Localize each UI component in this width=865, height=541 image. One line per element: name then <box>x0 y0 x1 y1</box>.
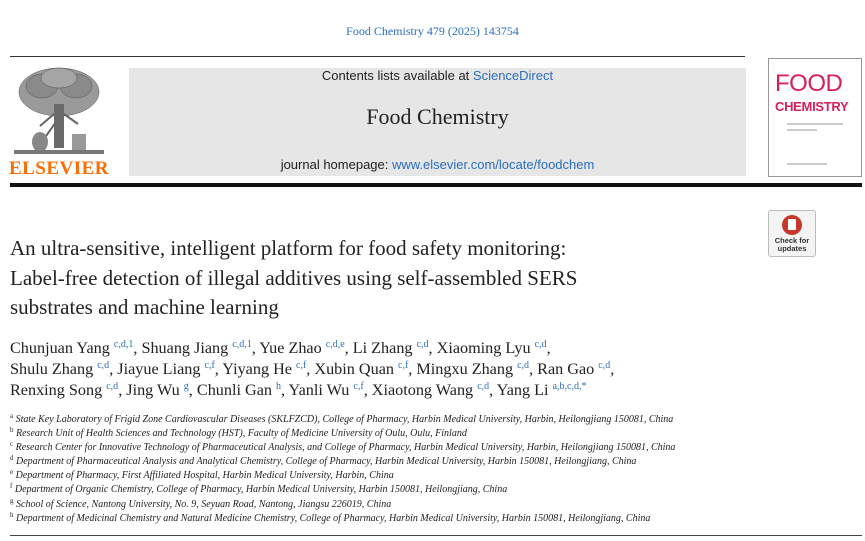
author-affiliation-marker[interactable]: c,d <box>106 380 119 392</box>
masthead-rule <box>10 183 862 187</box>
author-affiliation-marker[interactable]: c,d <box>97 359 110 371</box>
affiliation-text: Research Unit of Health Sciences and Technology (HST), Faculty of Medicine University of Oulu, Oulu, Finland <box>13 428 467 440</box>
author-affiliation-marker[interactable]: c,d,e <box>325 339 345 350</box>
affiliation-text: Department of Organic Chemistry, College of Pharmacy, Harbin Medical University, Harbin 150081, Heilongjiang, China <box>12 484 508 496</box>
affiliation-key: e <box>10 468 14 477</box>
author-affiliation-marker[interactable]: c,d <box>416 339 429 350</box>
author-name[interactable]: Li Zhang <box>352 339 413 357</box>
author-list <box>10 338 855 400</box>
author-affiliation-marker[interactable]: h <box>276 380 282 392</box>
author-name[interactable]: Yang Li <box>496 380 549 399</box>
author-name[interactable]: Jing Wu <box>126 380 180 399</box>
author-name[interactable]: Jiayue Liang <box>117 359 201 378</box>
author-affiliation-marker[interactable]: g <box>183 380 189 392</box>
author-affiliation-marker[interactable]: c,f <box>204 359 215 371</box>
affiliation-key: c <box>10 440 14 449</box>
affiliation-text: Research Center for Innovative Technology of Pharmaceutical Analysis, and College of Pharmacy, Harbin Medical University, Harbin, Heilongjiang 150081, China <box>13 442 676 454</box>
author-name[interactable]: Yue Zhao <box>259 339 322 357</box>
check-updates-label: Check for updates <box>774 236 810 253</box>
affiliation-list <box>10 413 855 526</box>
article-title: An ultra-sensitive, intelligent platform for food safety monitoring: Label-free detection of illegal additives using self-assembled SERS substrates and machine learning <box>10 236 578 319</box>
author-name[interactable]: Chunli Gan <box>196 380 272 399</box>
elsevier-logo[interactable] <box>8 62 110 180</box>
cover-title-food: FOOD <box>775 70 843 97</box>
author-name[interactable]: Shuang Jiang <box>141 339 229 357</box>
affiliation-item <box>10 512 855 526</box>
check-for-updates-button[interactable] <box>768 210 816 257</box>
contents-line <box>129 68 746 83</box>
affiliation-key: h <box>10 510 14 519</box>
homepage-link[interactable]: www.elsevier.com/locate/foodchem <box>392 157 595 172</box>
bookmark-icon <box>782 215 802 235</box>
affiliation-item <box>10 455 855 469</box>
elsevier-wordmark: ELSEVIER <box>8 158 110 179</box>
journal-banner <box>129 68 746 176</box>
cover-decoration <box>787 123 843 125</box>
affiliation-text: School of Science, Nantong University, No. 9, Seyuan Road, Nantong, Jiangsu 226019, China <box>13 498 392 510</box>
cover-title-chemistry: CHEMISTRY <box>775 99 849 114</box>
elsevier-tree-icon <box>12 64 106 158</box>
cover-decoration <box>787 163 827 165</box>
affiliation-text: Department of Pharmacy, First Affiliated Hospital, Harbin Medical University, Harbin, China <box>13 470 394 482</box>
author-affiliation-marker[interactable]: c,f <box>398 359 409 371</box>
author-line: Shulu Zhang $^{c,d}$, Jiayue Liang $^{c,f}$, Yiyang He $^{c,f}$, Xubin Quan $^{c,f}$, Mingxu Zhang $^{c,d}$, Ran Gao $^{c,d}$, <box>10 359 615 378</box>
affiliation-key: a <box>10 412 14 420</box>
homepage-prefix: journal homepage: <box>280 157 392 172</box>
homepage-line <box>129 157 746 172</box>
author-line: Renxing Song $^{c,d}$, Jing Wu $^g$, Chunli Gan $^h$, Yanli Wu $^{c,f}$, Xiaotong Wang $^{c,d}$, Yang Li $^{a,b,c,d,*}$ <box>10 380 587 399</box>
contents-prefix: Contents lists available at <box>321 68 473 83</box>
author-affiliation-marker[interactable]: c,f <box>296 359 307 371</box>
author-affiliation-marker[interactable]: c,d <box>477 380 490 392</box>
author-name[interactable]: Yanli Wu <box>288 380 350 399</box>
author-affiliation-marker[interactable]: c,d <box>534 339 547 350</box>
affiliation-key: g <box>10 496 14 505</box>
author-affiliation-marker[interactable]: c,d,1 <box>113 339 134 350</box>
header-rule <box>10 56 745 57</box>
author-line: Chunjuan Yang $^{c,d,1}$, Shuang Jiang $^{c,d,1}$, Yue Zhao $^{c,d,e}$, Li Zhang $^{c,d}$, Xiaoming Lyu $^{c,d}$, <box>10 339 551 357</box>
affiliation-key: d <box>10 454 14 463</box>
author-affiliation-marker[interactable]: c,f <box>353 380 364 392</box>
author-affiliation-marker[interactable]: a,b,c,d,* <box>552 380 587 392</box>
author-affiliation-marker[interactable]: c,d <box>517 359 530 371</box>
affiliation-text: Department of Medicinal Chemistry and Natural Medicine Chemistry, College of Pharmacy, Harbin Medical University, Harbin 150081, Heilongjiang, China <box>13 512 651 524</box>
affiliation-text: Department of Pharmaceutical Analysis and Analytical Chemistry, College of Pharmacy, Harbin Medical University, Harbin 150081, Heilongjiang, China <box>13 456 637 468</box>
footer-rule <box>10 535 862 536</box>
affiliation-item <box>10 469 855 483</box>
author-name[interactable]: Xubin Quan <box>314 359 394 378</box>
affiliation-text: State Key Laboratory of Frigid Zone Cardiovascular Diseases (SKLFZCD), College of Pharmacy, Harbin Medical University, Harbin, Heilongjiang 150081, China <box>13 414 674 425</box>
author-name[interactable]: Ran Gao <box>537 359 595 378</box>
author-name[interactable]: Chunjuan Yang <box>10 339 110 357</box>
author-name[interactable]: Renxing Song <box>10 380 103 399</box>
affiliation-item <box>10 427 855 441</box>
journal-cover[interactable] <box>768 58 862 177</box>
cover-decoration <box>787 129 817 131</box>
journal-title[interactable]: Food Chemistry <box>366 104 509 129</box>
affiliation-key: f <box>10 482 13 491</box>
author-name[interactable]: Xiaoming Lyu <box>436 339 531 357</box>
affiliation-key: b <box>10 426 14 435</box>
affiliation-item <box>10 498 855 512</box>
sciencedirect-link[interactable]: ScienceDirect <box>472 68 554 83</box>
author-name[interactable]: Shulu Zhang <box>10 359 94 378</box>
journal-citation[interactable]: Food Chemistry 479 (2025) 143754 <box>346 24 519 38</box>
author-affiliation-marker[interactable]: c,d <box>598 359 611 371</box>
author-name[interactable]: Yiyang He <box>222 359 292 378</box>
affiliation-item <box>10 483 855 497</box>
author-name[interactable]: Mingxu Zhang <box>416 359 514 378</box>
affiliation-item <box>10 413 855 427</box>
affiliation-item <box>10 441 855 455</box>
author-name[interactable]: Xiaotong Wang <box>371 380 474 399</box>
author-affiliation-marker[interactable]: c,d,1 <box>232 339 252 350</box>
